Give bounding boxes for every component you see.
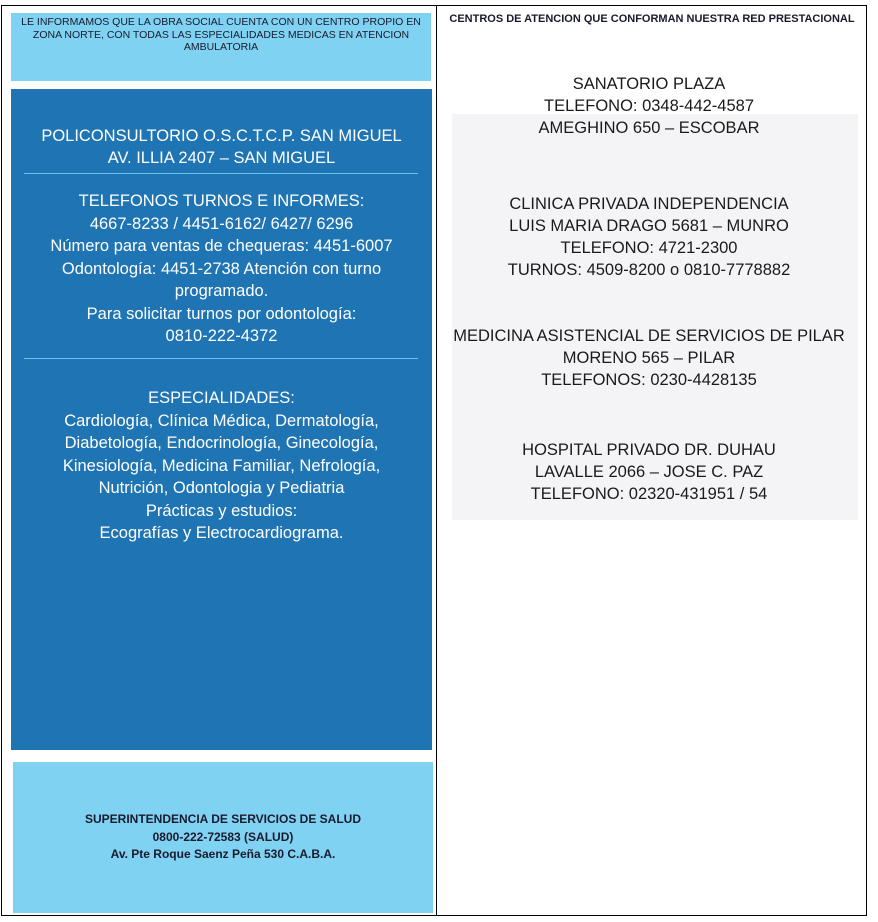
superintendencia-phone: 0800-222-72583 (SALUD)	[152, 829, 294, 844]
center-line: LAVALLE 2066 – JOSE C. PAZ	[534, 463, 764, 481]
center-clinica-independencia	[437, 193, 861, 281]
odontologia-note: programado.	[174, 282, 269, 300]
especialidades-line: Cardiología, Clínica Médica, Dermatología,	[64, 411, 379, 430]
especialidades-title: ESPECIALIDADES:	[148, 389, 295, 407]
notice-line: AMBULATORIA	[183, 41, 259, 53]
odontologia-phone: Odontología: 4451-2738 Atención con turno	[61, 259, 382, 278]
solicitar-turnos-label: Para solicitar turnos por odontología:	[86, 304, 357, 323]
especialidades-section	[11, 387, 432, 545]
especialidades-line: Kinesiología, Medicina Familiar, Nefrología,	[62, 456, 381, 475]
phones-title: TELEFONOS TURNOS E INFORMES:	[78, 192, 365, 210]
practicas-title: Prácticas y estudios:	[145, 501, 298, 520]
center-line: MEDICINA ASISTENCIAL DE SERVICIOS DE PILAR	[453, 327, 845, 345]
policonsultorio-header	[11, 125, 432, 169]
practicas: Ecografías y Electrocardiograma.	[99, 524, 344, 542]
phones: 4667-8233 / 4451-6162/ 6427/ 6296	[89, 214, 354, 233]
chequeras-phone: Número para ventas de chequeras: 4451-6007	[50, 237, 393, 255]
center-line: SANATORIO PLAZA	[572, 75, 726, 93]
center-line: AMEGHINO 650 – ESCOBAR	[538, 119, 760, 137]
center-line: MORENO 565 – PILAR	[562, 349, 736, 367]
policonsultorio-name: POLICONSULTORIO O.S.C.T.C.P. SAN MIGUEL	[41, 127, 402, 145]
center-line: HOSPITAL PRIVADO DR. DUHAU	[522, 441, 776, 459]
notice-box	[11, 13, 431, 81]
policonsultorio-address: AV. ILLIA 2407 – SAN MIGUEL	[107, 149, 336, 167]
center-hospital-duhau	[437, 439, 861, 505]
center-line: TELEFONO: 02320-431951 / 54	[530, 485, 768, 503]
policonsultorio-contact	[11, 190, 432, 348]
center-medicina-pilar	[437, 325, 861, 391]
notice-line: ZONA NORTE, CON TODAS LAS ESPECIALIDADES MEDICAS EN ATENCION	[32, 28, 410, 41]
solicitar-turnos-phone: 0810-222-4372	[165, 327, 278, 345]
superintendencia-address: Av. Pte Roque Saenz Peña 530 C.A.B.A.	[110, 847, 336, 861]
center-line: TURNOS: 4509-8200 o 0810-7778882	[507, 261, 791, 279]
red-prestacional-title: CENTROS DE ATENCION QUE CONFORMAN NUESTRA RED PRESTACIONAL	[449, 13, 855, 25]
especialidades-line: Nutrición, Odontologia y Pediatria	[98, 479, 345, 497]
center-line: TELEFONOS: 0230-4428135	[541, 371, 757, 389]
section-divider	[24, 173, 418, 174]
center-line: LUIS MARIA DRAGO 5681 – MUNRO	[509, 217, 789, 235]
superintendencia-box	[13, 762, 433, 913]
section-divider	[24, 358, 418, 359]
center-line: TELEFONO: 4721-2300	[560, 239, 738, 257]
notice-line: LE INFORMAMOS QUE LA OBRA SOCIAL CUENTA CON UN CENTRO PROPIO EN	[21, 16, 421, 28]
center-line: CLINICA PRIVADA INDEPENDENCIA	[509, 195, 789, 213]
center-line: TELEFONO: 0348-442-4587	[543, 97, 755, 115]
especialidades-line: Diabetología, Endocrinología, Ginecología,	[64, 434, 379, 452]
policonsultorio-panel	[11, 89, 432, 750]
center-sanatorio-plaza	[437, 73, 861, 139]
superintendencia-name: SUPERINTENDENCIA DE SERVICIOS DE SALUD	[84, 812, 362, 826]
